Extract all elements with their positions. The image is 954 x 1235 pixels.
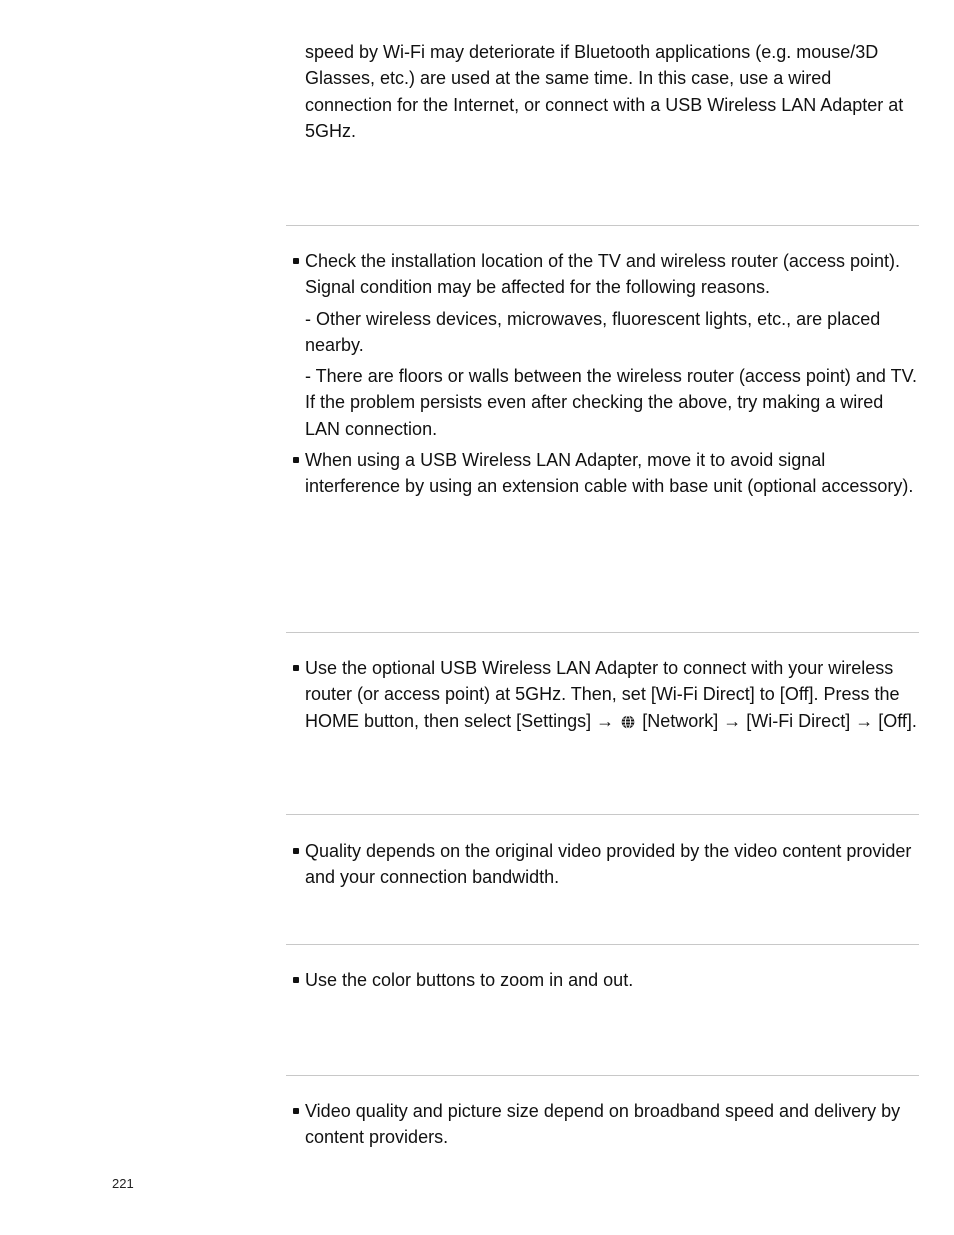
section-video-quality (305, 838, 920, 891)
section-divider-3 (286, 814, 919, 815)
list-item-picture-size (305, 1098, 920, 1151)
page-number: 221 (112, 1176, 134, 1191)
list-item-installation-location (305, 248, 920, 442)
section-divider-5 (286, 1075, 919, 1076)
globe-icon (621, 715, 635, 729)
wifi-direct-text (305, 655, 920, 734)
section-divider-4 (286, 944, 919, 945)
list-item-usb-adapter (305, 447, 920, 500)
wired-lan-suggestion: If the problem persists even after checking the above, try making a wired LAN connection. (305, 392, 884, 439)
wifi-direct-text-before: Use the optional USB Wireless LAN Adapter to connect with your wireless router (or access point) at 5GHz. Then, set [Wi-Fi Direct] to [Off]. Press the HOME button, then select [Settings] → (305, 658, 900, 731)
section-wifi-direct (305, 655, 920, 734)
section-installation (305, 248, 920, 500)
section-zoom (305, 967, 920, 993)
section-divider-1 (286, 225, 919, 226)
installation-location-text: Check the installation location of the TV and wireless router (access point). Signal condition may be affected for the following reasons. (305, 251, 900, 298)
section-divider-2 (286, 632, 919, 633)
wifi-direct-text-after: [Network] → [Wi-Fi Direct] → [Off]. (642, 710, 917, 731)
section-picture-size (305, 1098, 920, 1151)
interference-reason-walls: - There are floors or walls between the wireless router (access point) and TV. (305, 366, 917, 387)
list-item-wifi-direct (305, 655, 920, 734)
usb-adapter-text: When using a USB Wireless LAN Adapter, move it to avoid signal interference by using an extension cable with base unit (optional accessory). (305, 450, 914, 497)
video-quality-text: Quality depends on the original video provided by the video content provider and your connection bandwidth. (305, 841, 912, 888)
list-item-zoom (305, 967, 920, 993)
list-item-video-quality (305, 838, 920, 891)
picture-size-text: Video quality and picture size depend on broadband speed and delivery by content providers. (305, 1101, 901, 1148)
intro-paragraph: speed by Wi-Fi may deteriorate if Bluetooth applications (e.g. mouse/3D Glasses, etc.) are used at the same time. In this case, use a wired connection for the Internet, or connect with a USB Wireless LAN Adapter at 5GHz. (305, 42, 904, 141)
zoom-text: Use the color buttons to zoom in and out. (305, 970, 634, 990)
intro-block (305, 39, 920, 144)
interference-reason-devices: - Other wireless devices, microwaves, fluorescent lights, etc., are placed nearby. (305, 308, 881, 355)
